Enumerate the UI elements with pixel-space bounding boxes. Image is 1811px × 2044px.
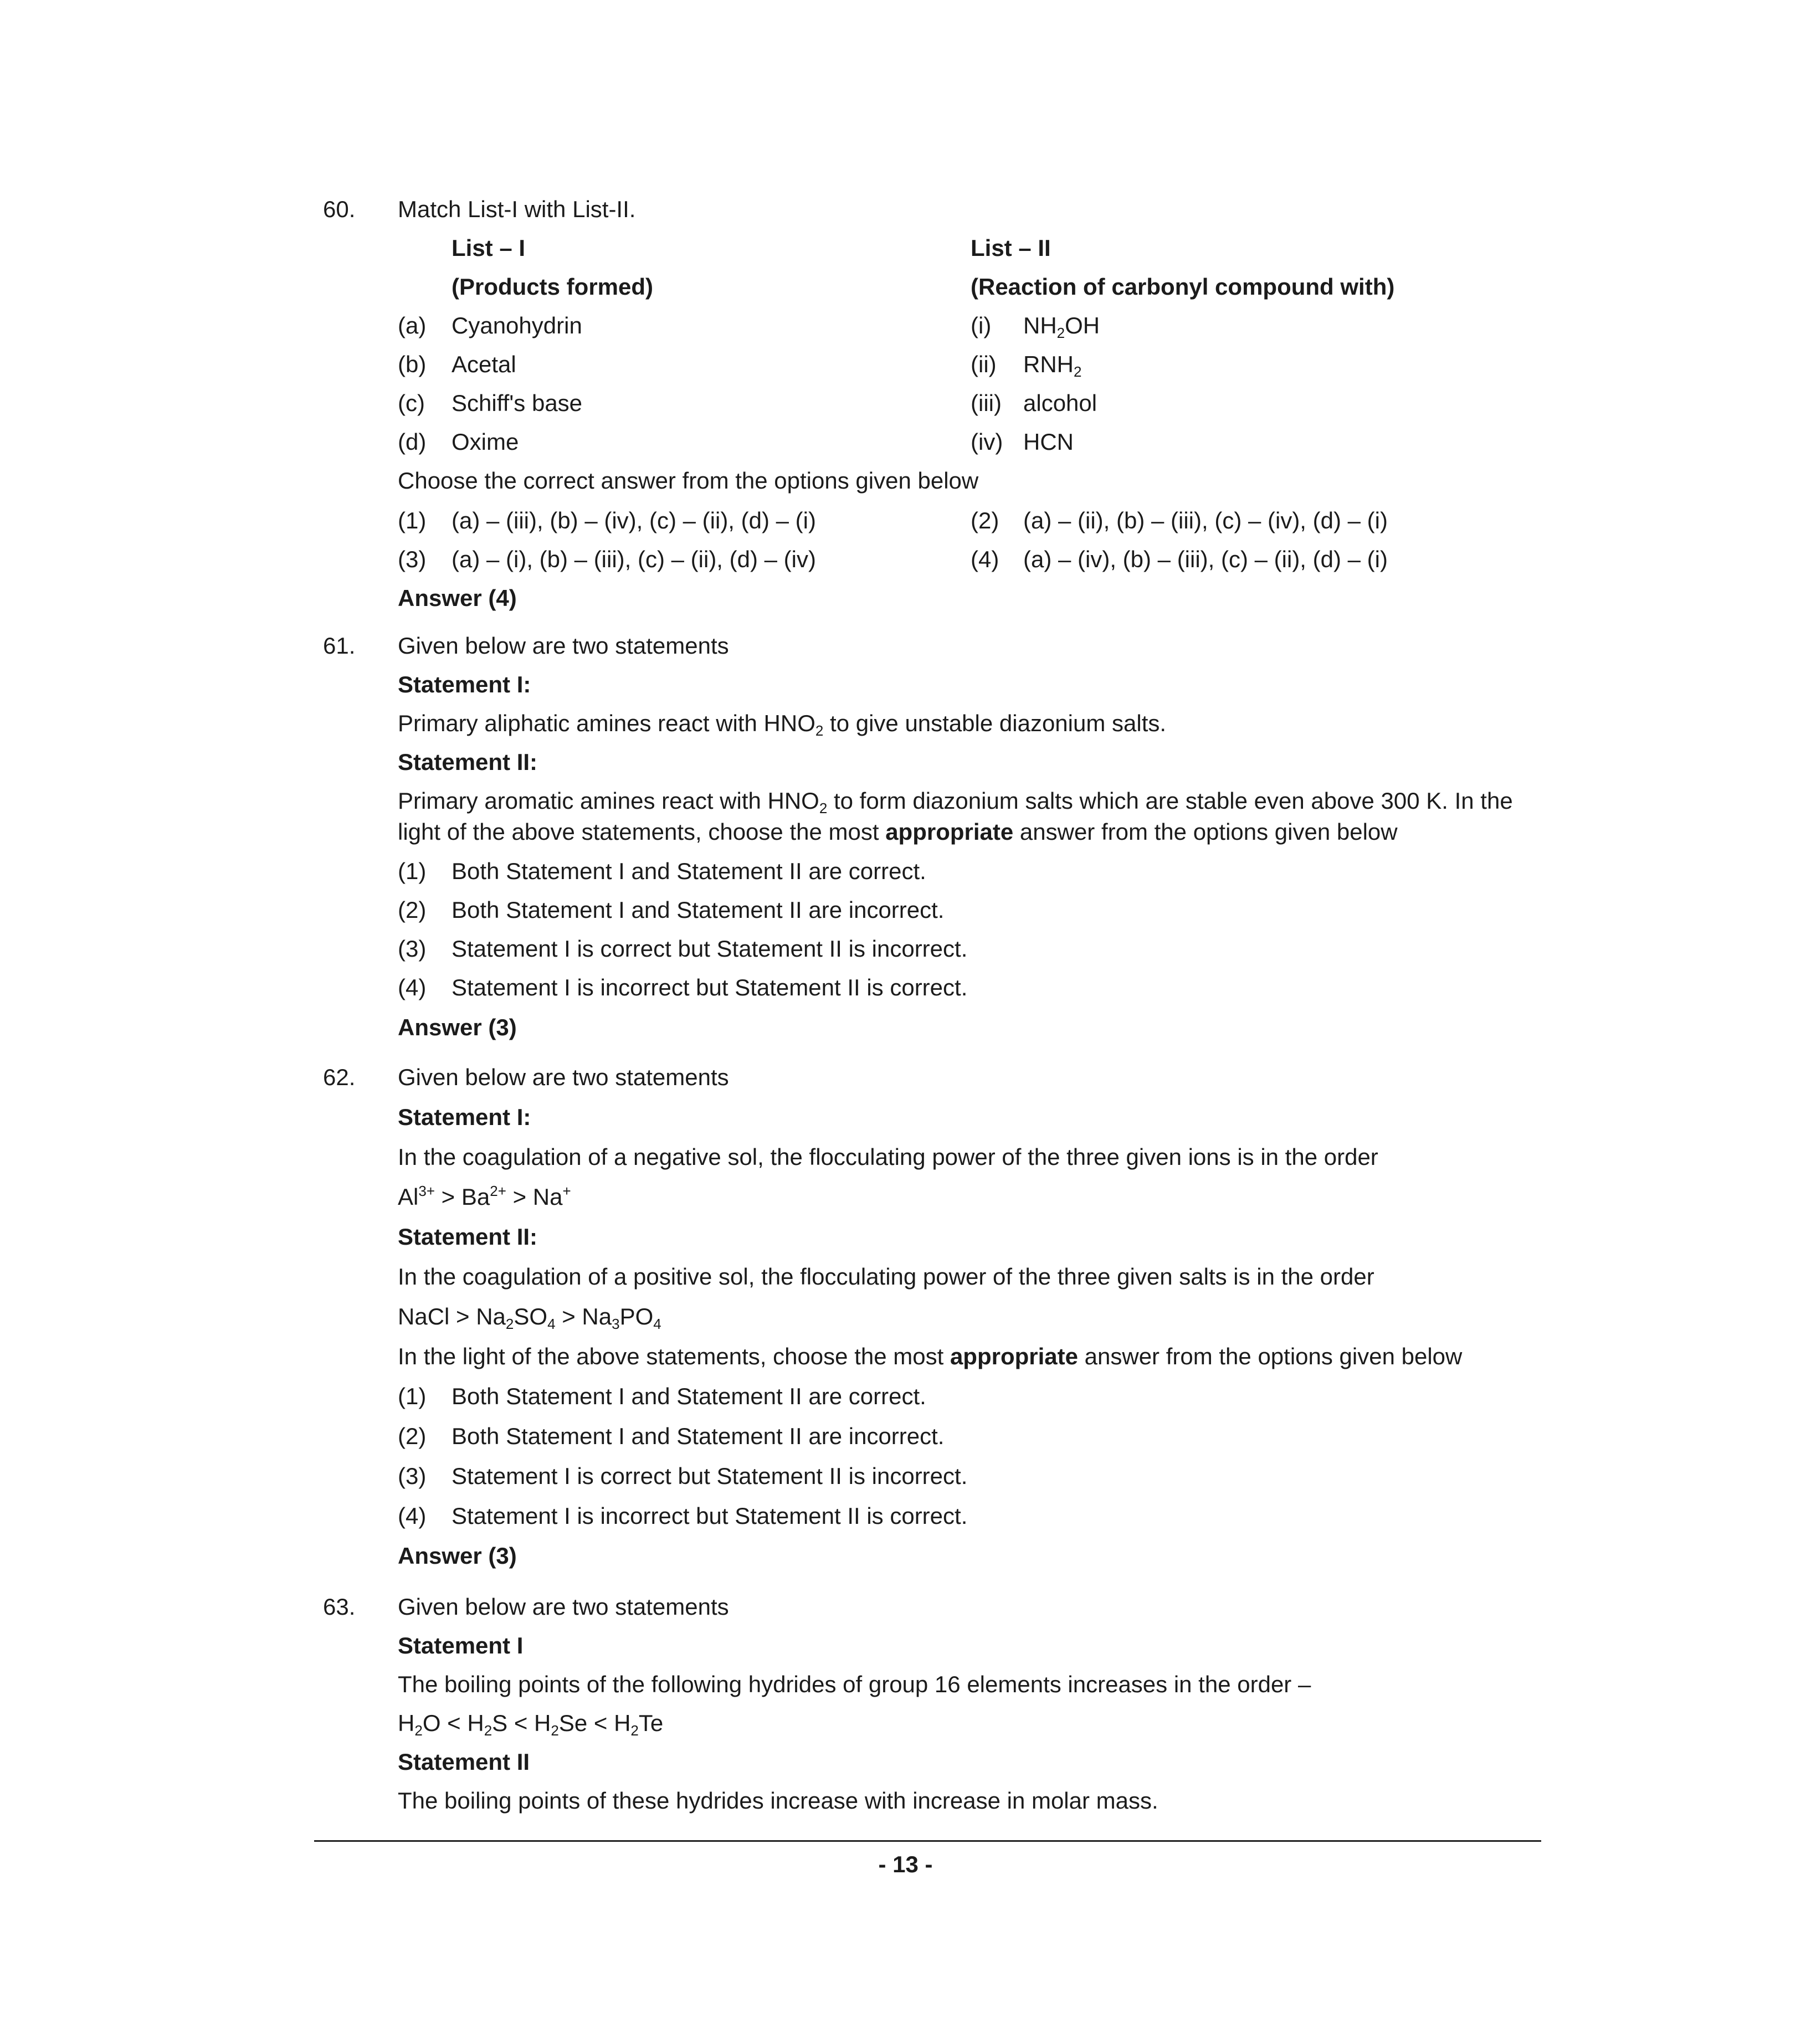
list2-item: $RNH_2$: [1023, 351, 1082, 380]
list1-item: Cyanohydrin: [452, 312, 582, 338]
list2-label: (iii): [971, 390, 1002, 416]
option-number: (1): [398, 858, 427, 884]
statement-2-label: Statement II:: [398, 749, 538, 775]
list1-item: Oxime: [452, 429, 519, 455]
option-number: (1): [398, 507, 427, 533]
statement-1-text: In the coagulation of a negative sol, the flocculating power of the three given ions is in the order: [398, 1144, 1378, 1170]
option-number: (4): [398, 1503, 427, 1529]
answer: Answer (3): [398, 1543, 517, 1569]
option-number: (2): [398, 1423, 427, 1449]
option-number: (3): [398, 546, 427, 572]
question-number: 62.: [323, 1064, 356, 1090]
option-text: Both Statement I and Statement II are correct.: [452, 1383, 926, 1409]
question-stem: Given below are two statements: [398, 633, 729, 659]
list2-item: $NH_2OH$: [1023, 312, 1100, 341]
list2-subtitle: (Reaction of carbonyl compound with): [971, 274, 1395, 300]
option-text: Both Statement I and Statement II are incorrect.: [452, 897, 945, 923]
statement-1-label: Statement I:: [398, 1104, 531, 1130]
salt-order: NaCl > $Na_2SO_4 > Na_3PO_4$: [398, 1303, 661, 1332]
list1-label: (b): [398, 351, 427, 377]
option-text: Statement I is incorrect but Statement II is correct.: [452, 974, 968, 1000]
statement-1-label: Statement I: [398, 1632, 524, 1658]
list2-label: (ii): [971, 351, 997, 377]
option-text: (a) – (ii), (b) – (iii), (c) – (iv), (d) – (i): [1023, 507, 1388, 533]
option-text: (a) – (iv), (b) – (iii), (c) – (ii), (d) – (i): [1023, 546, 1388, 572]
page-number: - 13 -: [878, 1851, 933, 1877]
statement-1-label: Statement I:: [398, 671, 531, 697]
question-stem: Match List-I with List-II.: [398, 196, 636, 222]
list1-label: (d): [398, 429, 427, 455]
option-number: (2): [971, 507, 999, 533]
list2-label: (iv): [971, 429, 1003, 455]
option-text: (a) – (i), (b) – (iii), (c) – (ii), (d) – (iv): [452, 546, 816, 572]
answer: Answer (3): [398, 1014, 517, 1040]
statement-1-text: The boiling points of the following hydrides of group 16 elements increases in the order –: [398, 1671, 1311, 1697]
question-stem: Given below are two statements: [398, 1064, 729, 1090]
list2-item: HCN: [1023, 429, 1074, 455]
statement-2-text: The boiling points of these hydrides increase with increase in molar mass.: [398, 1788, 1158, 1814]
answer: Answer (4): [398, 585, 517, 611]
statement-2-text: Primary aromatic amines react with $HNO_2$ to form diazonium salts which are stable even above 300 K. In the light of the above statements, choose the most appropriate answer from the options given below: [398, 788, 1513, 845]
ion-order: $Al^{3+} > Ba^{2+} > Na^+$: [398, 1183, 571, 1210]
list1-item: Schiff's base: [452, 390, 583, 416]
statement-1-text: Primary aliphatic amines react with $HNO_2$ to give unstable diazonium salts.: [398, 710, 1167, 739]
list2-title: List – II: [971, 235, 1051, 261]
option-number: (3): [398, 1463, 427, 1489]
choose-instruction: Choose the correct answer from the options given below: [398, 468, 979, 494]
question-number: 63.: [323, 1594, 356, 1620]
question-stem: Given below are two statements: [398, 1594, 729, 1620]
list1-item: Acetal: [452, 351, 516, 377]
option-text: Statement I is correct but Statement II is incorrect.: [452, 936, 968, 962]
list1-subtitle: (Products formed): [452, 274, 654, 300]
statement-2-label: Statement II: [398, 1749, 530, 1775]
statement-2-text: In the coagulation of a positive sol, the flocculating power of the three given salts is in the order: [398, 1264, 1374, 1290]
option-number: (2): [398, 897, 427, 923]
option-number: (4): [398, 974, 427, 1000]
list1-label: (a): [398, 312, 427, 338]
option-number: (3): [398, 936, 427, 962]
option-text: Both Statement I and Statement II are correct.: [452, 858, 926, 884]
question-number: 61.: [323, 633, 356, 659]
list2-item: alcohol: [1023, 390, 1097, 416]
instruction-text: In the light of the above statements, choose the most appropriate answer from the options given below: [398, 1343, 1463, 1369]
option-text: Both Statement I and Statement II are incorrect.: [452, 1423, 945, 1449]
option-number: (1): [398, 1383, 427, 1409]
statement-2-label: Statement II:: [398, 1224, 538, 1250]
option-text: Statement I is correct but Statement II is incorrect.: [452, 1463, 968, 1489]
question-number: 60.: [323, 196, 356, 222]
list1-label: (c): [398, 390, 425, 416]
hydride-order: $H_2O < H_2S < H_2Se < H_2Te$: [398, 1710, 664, 1739]
list1-title: List – I: [452, 235, 526, 261]
footer-divider: [314, 1840, 1541, 1842]
option-text: (a) – (iii), (b) – (iv), (c) – (ii), (d) – (i): [452, 507, 816, 533]
list2-label: (i): [971, 312, 992, 338]
option-number: (4): [971, 546, 999, 572]
option-text: Statement I is incorrect but Statement II is correct.: [452, 1503, 968, 1529]
